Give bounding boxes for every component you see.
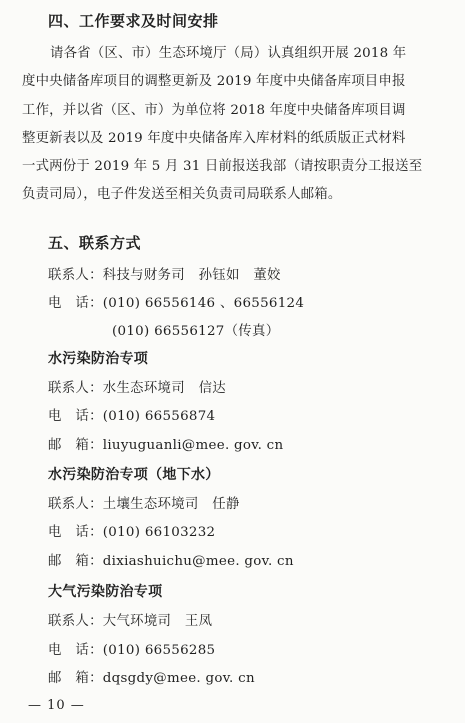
general-phone: 电 话：(010) 66556146 、66556124 [48,296,305,311]
section-4-heading: 四、工作要求及时间安排 [48,12,219,30]
page-number: — 10 — [28,698,85,713]
water-email[interactable]: 邮 箱：liuyuguanli@mee. gov. cn [48,438,284,453]
water-contact: 联系人：水生态环境司 信达 [48,381,226,396]
paragraph-line: 工作，并以省（区、市）为单位将 2018 年度中央储备库项目调 [22,102,406,118]
air-section-title: 大气污染防治专项 [48,584,163,600]
section-5-heading: 五、联系方式 [48,234,142,252]
paragraph-line: 负责司局），电子件发送至相关负责司局联系人邮箱。 [22,187,342,203]
groundwater-email[interactable]: 邮 箱：dixiashuichu@mee. gov. cn [48,554,294,569]
section-4-paragraph [22,40,452,210]
groundwater-phone: 电 话：(010) 66103232 [48,525,216,540]
groundwater-section-title: 水污染防治专项（地下水） [48,467,220,483]
water-section-title: 水污染防治专项 [48,351,149,367]
general-contact: 联系人：科技与财务司 孙钰如 董姣 [48,268,281,283]
paragraph-line: 一式两份于 2019 年 5 月 31 日前报送我部（请按职责分工报送至 [22,159,423,175]
paragraph-line: 整更新表以及 2019 年度中央储备库入库材料的纸质版正式材料 [22,130,406,146]
paragraph-line: 请各省（区、市）生态环境厅（局）认真组织开展 2018 年 [50,46,407,61]
groundwater-contact: 联系人：土壤生态环境司 任静 [48,497,240,512]
water-phone: 电 话：(010) 66556874 [48,409,216,424]
paragraph-line: 度中央储备库项目的调整更新及 2019 年度中央储备库项目申报 [22,74,406,90]
air-contact: 联系人：大气环境司 王凤 [48,614,213,629]
general-fax: (010) 66556127（传真） [112,324,280,339]
air-phone: 电 话：(010) 66556285 [48,643,216,658]
air-email[interactable]: 邮 箱：dqsgdy@mee. gov. cn [48,671,255,686]
